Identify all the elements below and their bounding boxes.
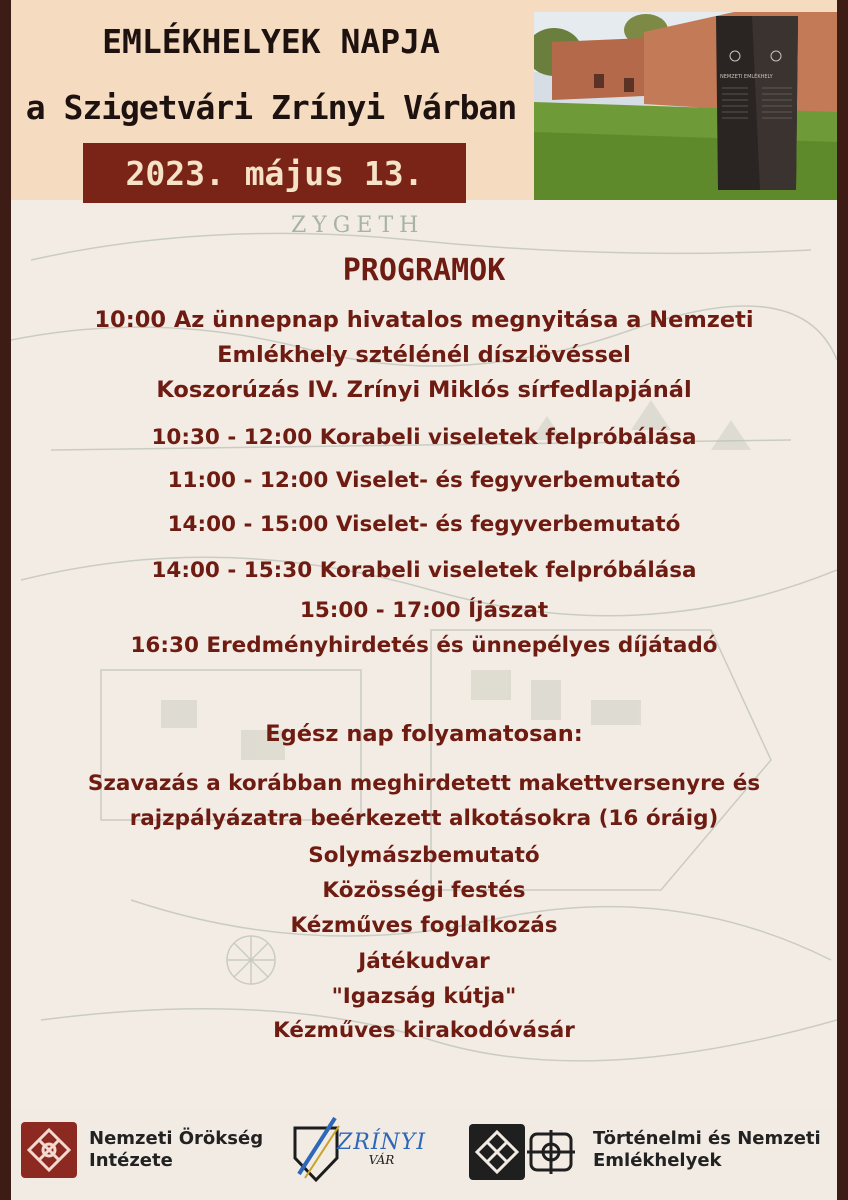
zrinyi-var-logo-text xyxy=(337,1130,426,1167)
program-item: 14:00 - 15:00 Viselet- és fegyverbemutató xyxy=(167,512,681,537)
poster xyxy=(11,0,837,1200)
tortenelmi-emlekhelyek-logo-icon xyxy=(469,1124,581,1180)
allday-heading: Egész nap folyamatosan: xyxy=(265,721,583,747)
program-heading: PROGRAMOK xyxy=(342,253,506,288)
program-item: 10:00 Az ünnepnap hivatalos megnyitása a Nemzeti xyxy=(94,307,754,333)
allday-item: Szavazás a korábban meghirdetett makettversenyre és xyxy=(87,771,761,796)
program-item: 14:00 - 15:30 Korabeli viseletek felpróbálása xyxy=(151,558,697,583)
allday-item: Közösségi festés xyxy=(322,878,526,903)
castle-photo xyxy=(534,12,837,200)
map-label: ZYGETH xyxy=(291,213,425,238)
event-title: EMLÉKHELYEK NAPJA xyxy=(102,22,440,61)
logo1-line2: Intézete xyxy=(89,1150,173,1171)
logo2-sub: VÁR xyxy=(368,1153,395,1167)
logo3-line2: Emlékhelyek xyxy=(593,1150,722,1171)
program-item: 10:30 - 12:00 Korabeli viseletek felpróbálása xyxy=(151,425,697,450)
logo3-line1: Történelmi és Nemzeti xyxy=(593,1128,821,1149)
zrinyi-var-shield-icon xyxy=(291,1114,341,1194)
nemzeti-orokseg-logo-text xyxy=(89,1128,263,1172)
allday-item: "Igazság kútja" xyxy=(331,984,517,1009)
allday-item: Kézműves foglalkozás xyxy=(290,913,558,938)
footer-logos xyxy=(11,1108,837,1200)
tortenelmi-emlekhelyek-logo-text xyxy=(593,1128,821,1172)
nemzeti-orokseg-logo-icon xyxy=(21,1122,77,1178)
program-item: 11:00 - 12:00 Viselet- és fegyverbemutató xyxy=(167,468,681,493)
event-subtitle: a Szigetvári Zrínyi Várban xyxy=(25,88,517,127)
allday-item: Solymászbemutató xyxy=(308,843,540,868)
allday-item: Játékudvar xyxy=(358,949,490,974)
logo2-main: ZRÍNYI xyxy=(337,1130,427,1155)
event-date xyxy=(83,143,466,203)
event-date-text: 2023. május 13. xyxy=(125,153,424,193)
header xyxy=(11,0,837,200)
allday-item: rajzpályázatra beérkezett alkotásokra (16 óráig) xyxy=(129,806,719,831)
program-item: Emlékhely sztélénél díszlövéssel xyxy=(217,342,631,368)
allday-item: Kézműves kirakodóvásár xyxy=(273,1018,575,1043)
program-item: Koszorúzás IV. Zrínyi Miklós sírfedlapjánál xyxy=(156,377,692,403)
program-item: 16:30 Eredményhirdetés és ünnepélyes díjátadó xyxy=(130,633,718,658)
stele-inscription: NEMZETI EMLÉKHELY xyxy=(720,74,773,80)
logo1-line1: Nemzeti Örökség xyxy=(89,1128,264,1149)
program-item: 15:00 - 17:00 Íjászat xyxy=(299,598,549,623)
